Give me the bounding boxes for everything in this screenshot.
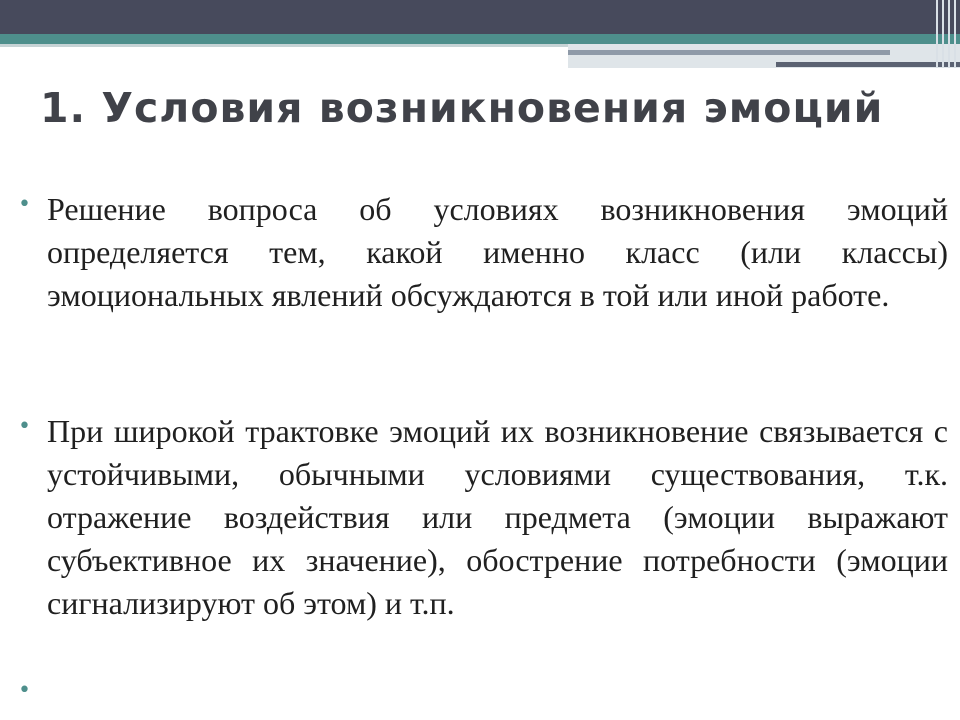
- header-dark-band: [0, 0, 960, 34]
- bullet-item: [18, 184, 948, 406]
- header-accent-line: [568, 50, 890, 55]
- bullet-text: [47, 670, 948, 674]
- bullet-item: [18, 406, 948, 670]
- bullet-dot-icon: •: [18, 414, 31, 439]
- bullet-text: Решение вопроса об условиях возникновения эмоций определяется тем, какой именно класс (или классы) эмоциональных явлений обсуждаются в той или иной работе.: [47, 191, 948, 313]
- bullet-text: При широкой трактовке эмоций их возникновение связывается с устойчивыми, обычными условиями существования, т.к. отражение воздействия или предмета (эмоции выражают субъективное их значение), обострение потребности (эмоции сигнализируют об этом) и т.п.: [47, 413, 948, 621]
- header-teal-band: [0, 34, 960, 44]
- header-thin-line: [0, 44, 568, 47]
- header-accent-line-dark: [776, 62, 960, 67]
- header-vertical-stripes: [934, 0, 960, 68]
- bullet-item-empty: [18, 670, 948, 710]
- bullet-list: [18, 184, 948, 710]
- bullet-dot-icon: •: [18, 192, 31, 217]
- bullet-dot-icon: •: [18, 678, 31, 703]
- slide-title: 1. Условия возникновения эмоций: [40, 84, 884, 132]
